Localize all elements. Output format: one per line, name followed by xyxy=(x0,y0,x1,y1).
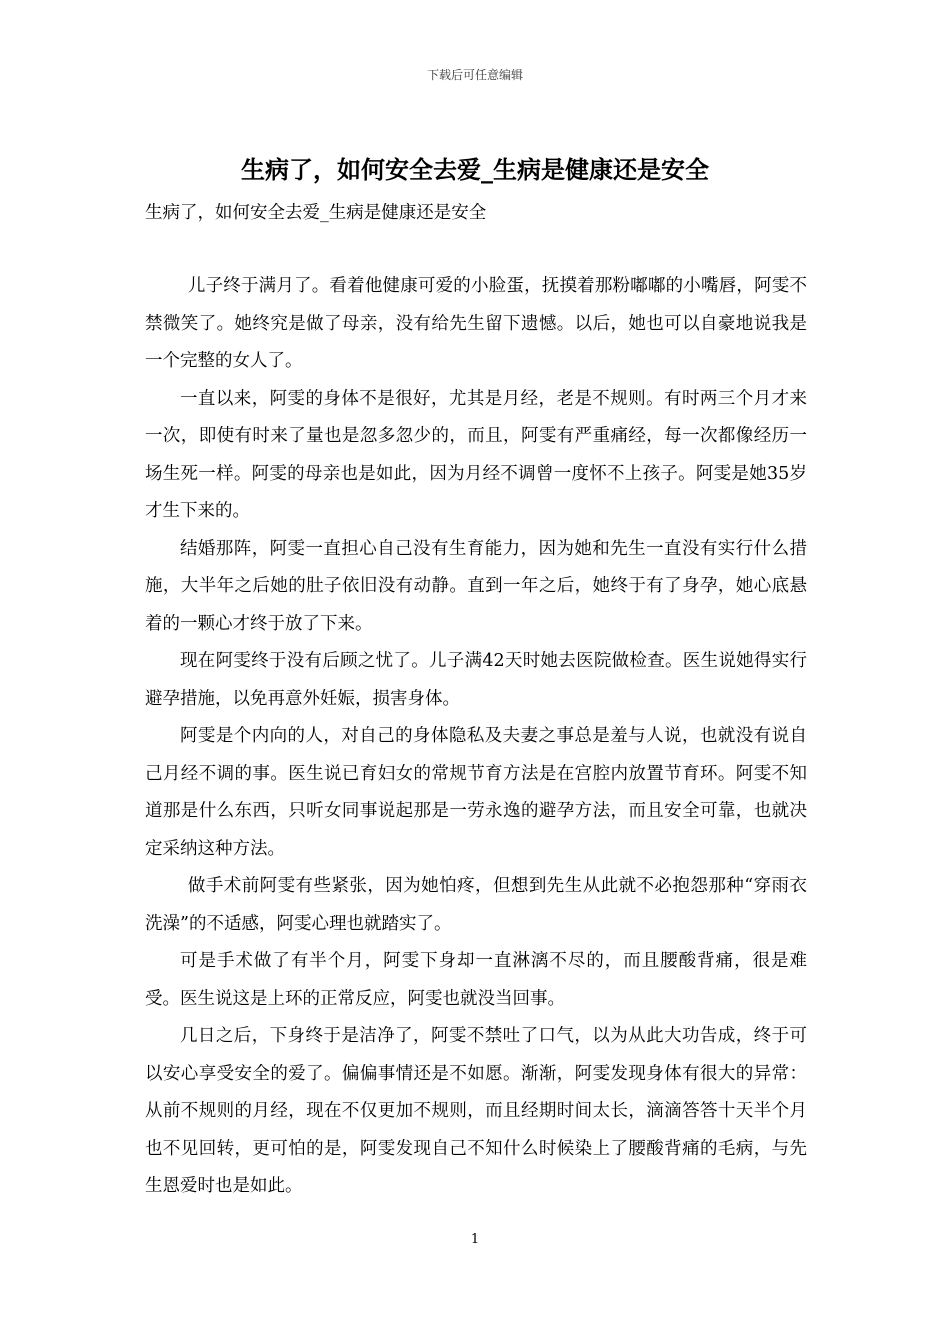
article-subtitle: 生病了，如何安全去爱_生病是健康还是安全 xyxy=(145,203,487,223)
paragraph-8: 几日之后，下身终于是洁净了，阿雯不禁吐了口气，以为从此大功告成，终于可以安心享受安全的爱了。偏偏事情还是不如愿。渐渐，阿雯发现身体有很大的异常：从前不规则的月经，现在不仅更加不规则，而且经期时间太长，滴滴答答十天半个月也不见回转，更可怕的是，阿雯发现自己不知什么时候染上了腰酸背痛的毛病，与先生恩爱时也是如此。 xyxy=(145,1026,807,1196)
paragraph-7: 可是手术做了有半个月，阿雯下身却一直淋漓不尽的，而且腰酸背痛，很是难受。医生说这是上环的正常反应，阿雯也就没当回事。 xyxy=(145,951,807,1009)
paragraph-2: 一直以来，阿雯的身体不是很好，尤其是月经，老是不规则。有时两三个月才来一次，即使有时来了量也是忽多忽少的，而且，阿雯有严重痛经，每一次都像经历一场生死一样。阿雯的母亲也是如此，因为月经不调曾一度怀不上孩子。阿雯是她35岁才生下来的。 xyxy=(145,388,807,521)
article-title: 生病了，如何安全去爱_生病是健康还是安全 xyxy=(241,155,709,184)
paragraph-3: 结婚那阵，阿雯一直担心自己没有生育能力，因为她和先生一直没有实行什么措施，大半年之后她的肚子依旧没有动静。直到一年之后，她终于有了身孕，她心底悬着的一颗心才终于放了下来。 xyxy=(145,538,807,634)
paragraph-5: 阿雯是个内向的人，对自己的身体隐私及夫妻之事总是羞与人说，也就没有说自己月经不调的事。医生说已育妇女的常规节育方法是在宫腔内放置节育环。阿雯不知道那是什么东西，只听女同事说起那是一劳永逸的避孕方法，而且安全可靠，也就决定采纳这种方法。 xyxy=(145,726,807,859)
page-number: 1 xyxy=(470,1232,480,1247)
article-body xyxy=(145,268,807,1206)
paragraph-4: 现在阿雯终于没有后顾之忧了。儿子满42天时她去医院做检查。医生说她得实行避孕措施，以免再意外妊娠，损害身体。 xyxy=(145,651,807,709)
paragraph-1: 儿子终于满月了。看着他健康可爱的小脸蛋，抚摸着那粉嘟嘟的小嘴唇，阿雯不禁微笑了。她终究是做了母亲，没有给先生留下遗憾。以后，她也可以自豪地说我是一个完整的女人了。 xyxy=(145,276,807,371)
header-note: 下载后可任意编辑 xyxy=(426,68,523,82)
paragraph-6: 做手术前阿雯有些紧张，因为她怕疼，但想到先生从此就不必抱怨那种“穿雨衣洗澡”的不适感，阿雯心理也就踏实了。 xyxy=(145,876,807,934)
